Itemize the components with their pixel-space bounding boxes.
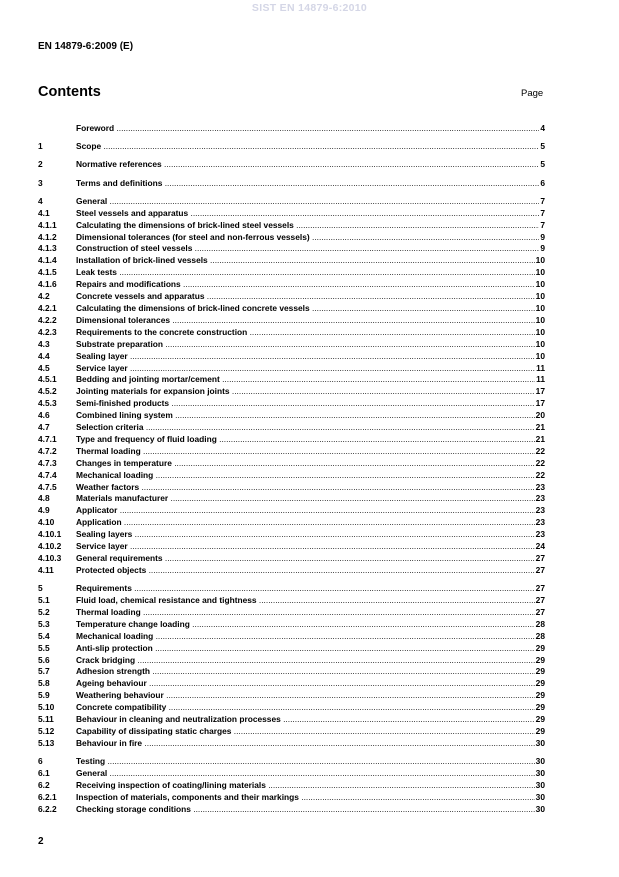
toc-entry-title: Calculating the dimensions of brick-lined concrete vessels ..... <box>76 303 535 313</box>
toc-entry-page: 10 <box>535 302 545 313</box>
toc-entry-page: 22 <box>535 457 545 468</box>
toc-entry-page: 4 <box>540 123 545 133</box>
toc-entry-title: Adhesion strength ..... <box>76 666 535 676</box>
toc-entry[interactable] <box>38 792 545 804</box>
toc-entry-title: Concrete vessels and apparatus ..... <box>76 291 535 301</box>
toc-entry-title: Repairs and modifications ..... <box>76 279 535 289</box>
toc-entry[interactable] <box>38 690 545 702</box>
toc-entry-title: Requirements ..... <box>76 583 535 593</box>
toc-entry-title: Calculating the dimensions of brick-lined steel vessels ..... <box>76 220 539 230</box>
toc-entry-page: 29 <box>535 678 545 689</box>
toc-entry-page: 23 <box>535 481 545 492</box>
toc-entry-page: 9 <box>540 231 545 242</box>
toc-entry-page: 23 <box>535 529 545 540</box>
toc-entry-number: 6.2.1 <box>38 791 57 802</box>
toc-entry[interactable] <box>38 493 545 505</box>
toc-entry-number: 2 <box>38 159 43 170</box>
watermark: SIST EN 14879-6:2010 <box>251 2 368 14</box>
toc-entry[interactable] <box>38 541 545 553</box>
toc-entry-page: 17 <box>535 398 545 409</box>
toc-entry-title: Thermal loading ..... <box>76 446 535 456</box>
toc-entry[interactable] <box>38 178 545 190</box>
toc-entry-title: General requirements ..... <box>76 553 535 563</box>
standard-id: EN 14879-6:2009 (E) <box>38 41 134 52</box>
toc-entry-page: 28 <box>535 618 545 629</box>
toc-entry-page: 9 <box>540 243 545 254</box>
toc-entry[interactable] <box>38 631 545 643</box>
toc-entry-title: Semi-finished products ..... <box>76 398 535 408</box>
toc-entry-number: 4.11 <box>38 564 54 575</box>
toc-entry-number: 5.2 <box>38 606 50 617</box>
toc-entry-page: 30 <box>535 756 545 767</box>
toc-entry[interactable] <box>38 279 545 291</box>
toc-entry-number: 4.6 <box>38 410 50 421</box>
toc-entry-number: 4.5.1 <box>38 374 57 385</box>
toc-entry-number: 5.13 <box>38 737 55 748</box>
toc-entry[interactable] <box>38 123 545 135</box>
toc-entry-number: 5.12 <box>38 725 55 736</box>
toc-entry-page: 29 <box>535 654 545 665</box>
toc-entry[interactable] <box>38 756 545 768</box>
toc-entry[interactable] <box>38 422 545 434</box>
toc-entry[interactable] <box>38 505 545 517</box>
toc-entry-number: 4.5.3 <box>38 398 57 409</box>
toc-entry-page: 29 <box>535 690 545 701</box>
toc-entry-number: 4.4 <box>38 350 50 361</box>
toc-entry-number: 4.1.3 <box>38 243 57 254</box>
toc-entry-number: 5.11 <box>38 714 54 725</box>
toc-entry-page: 29 <box>535 714 545 725</box>
toc-entry-number: 4.7.5 <box>38 481 57 492</box>
toc-entry[interactable] <box>38 655 545 667</box>
toc-entry-number: 3 <box>38 177 43 188</box>
toc-entry-title: Protected objects ..... <box>76 565 535 575</box>
toc-entry-page: 23 <box>535 517 545 528</box>
toc-entry[interactable] <box>38 315 545 327</box>
toc-entry-title: Testing ..... <box>76 756 535 766</box>
toc-entry-title: Sealing layers ..... <box>76 529 535 539</box>
toc-entry-number: 4.7 <box>38 422 50 433</box>
toc-entry-page: 20 <box>535 410 545 421</box>
toc-entry[interactable] <box>38 768 545 780</box>
toc-entry-title: Combined lining system ..... <box>76 410 535 420</box>
toc-entry-page: 5 <box>540 159 545 170</box>
toc-entry-number: 4.1.1 <box>38 219 57 230</box>
toc-entry[interactable] <box>38 583 545 595</box>
toc-entry-title: Thermal loading ..... <box>76 607 535 617</box>
toc-entry-title: Mechanical loading ..... <box>76 631 535 641</box>
toc-entry-title: General ..... <box>76 768 535 778</box>
toc-entry-title: Changes in temperature ..... <box>76 458 535 468</box>
toc-entry-title: Scope ..... <box>76 141 539 151</box>
toc-entry-title: Receiving inspection of coating/lining materials ..... <box>76 780 535 790</box>
toc-entry-number: 5 <box>38 583 43 594</box>
toc-entry-page: 27 <box>535 606 545 617</box>
toc-entry-page: 22 <box>535 469 545 480</box>
toc-entry[interactable] <box>38 678 545 690</box>
toc-entry[interactable] <box>38 517 545 529</box>
toc-entry[interactable] <box>38 363 545 375</box>
toc-entry-title: Terms and definitions ..... <box>76 178 539 188</box>
toc-entry-number: 5.9 <box>38 690 50 701</box>
toc-entry-title: Capability of dissipating static charges ..... <box>76 726 535 736</box>
toc-entry[interactable] <box>38 255 545 267</box>
toc-entry-page: 28 <box>535 630 545 641</box>
toc-entry-number: 4.7.3 <box>38 457 57 468</box>
toc-entry[interactable] <box>38 738 545 750</box>
toc-entry-page: 21 <box>535 433 545 444</box>
toc-entry-page: 11 <box>536 362 545 373</box>
toc-entry-title: Materials manufacturer ..... <box>76 493 535 503</box>
toc-entry-page: 27 <box>535 583 545 594</box>
toc-entry-number: 4.1 <box>38 207 50 218</box>
toc-entry-number: 5.4 <box>38 630 50 641</box>
toc-entry-page: 7 <box>540 207 545 218</box>
toc-entry-title: Behaviour in cleaning and neutralization processes ..... <box>76 714 535 724</box>
toc-entry-number: 4.1.6 <box>38 279 57 290</box>
toc-entry[interactable] <box>38 643 545 655</box>
toc-entry-number: 4.7.2 <box>38 445 57 456</box>
toc-entry-title: Sealing layer ..... <box>76 351 535 361</box>
toc-entry-title: Dimensional tolerances (for steel and non-ferrous vessels) ..... <box>76 232 539 242</box>
toc-entry-page: 24 <box>535 541 545 552</box>
toc-entry[interactable] <box>38 243 545 255</box>
toc-entry-number: 4.1.4 <box>38 255 57 266</box>
toc-entry[interactable] <box>38 398 545 410</box>
toc-entry-title: Concrete compatibility ..... <box>76 702 535 712</box>
toc-entry-page: 21 <box>535 422 545 433</box>
toc-entry-page: 30 <box>535 737 545 748</box>
toc-entry-page: 5 <box>540 141 545 152</box>
toc-entry-page: 11 <box>536 374 545 385</box>
toc-entry-number: 5.1 <box>38 595 50 606</box>
toc-entry-page: 10 <box>535 255 545 266</box>
toc-entry-page: 27 <box>535 553 545 563</box>
toc-entry[interactable] <box>38 291 545 303</box>
toc-entry[interactable] <box>38 159 545 171</box>
toc-entry-title: Service layer ..... <box>76 363 535 373</box>
toc-entry-title: Mechanical loading ..... <box>76 470 535 480</box>
toc-entry-title: Normative references ..... <box>76 159 539 169</box>
toc-entry-page: 10 <box>535 338 545 349</box>
toc-entry[interactable] <box>38 220 545 232</box>
toc-entry-page: 27 <box>535 564 545 575</box>
toc-entry-number: 6.1 <box>38 768 50 778</box>
toc-entry[interactable] <box>38 434 545 446</box>
toc-entry-title: Substrate preparation ..... <box>76 339 535 349</box>
toc-entry-page: 10 <box>535 267 545 278</box>
toc-entry-number: 4.10.3 <box>38 553 62 563</box>
toc-entry[interactable] <box>38 208 545 220</box>
toc-entry-title: Type and frequency of fluid loading ..... <box>76 434 535 444</box>
toc-entry-title: Construction of steel vessels ..... <box>76 243 539 253</box>
toc-entry[interactable] <box>38 374 545 386</box>
toc-entry-number: 5.8 <box>38 678 50 689</box>
toc-entry[interactable] <box>38 267 545 279</box>
toc-entry-page: 10 <box>535 291 545 302</box>
toc-entry[interactable] <box>38 804 545 816</box>
toc-entry-title: Applicator ..... <box>76 505 535 515</box>
toc-entry-page: 7 <box>540 195 545 206</box>
toc-entry-number: 4.7.4 <box>38 469 57 480</box>
toc-entry-title: Behaviour in fire ..... <box>76 738 535 748</box>
page-title: Contents <box>38 84 101 100</box>
toc-entry-number: 5.7 <box>38 666 50 677</box>
toc-entry[interactable] <box>38 666 545 678</box>
toc-entry-number: 5.3 <box>38 618 50 629</box>
toc-entry-title: Checking storage conditions ..... <box>76 804 535 814</box>
toc-entry-page: 29 <box>535 702 545 713</box>
toc-entry-page: 23 <box>535 505 545 516</box>
toc-entry-page: 10 <box>535 350 545 361</box>
toc-entry[interactable] <box>38 619 545 631</box>
toc-entry-page: 27 <box>535 595 545 606</box>
toc-entry-number: 1 <box>38 141 43 152</box>
toc-entry-number: 6.2.2 <box>38 803 57 814</box>
toc-entry[interactable] <box>38 303 545 315</box>
toc-entry-page: 6 <box>540 177 545 188</box>
toc-entry-title: Leak tests ..... <box>76 267 535 277</box>
toc-entry-number: 4.9 <box>38 505 50 516</box>
toc-entry[interactable] <box>38 780 545 792</box>
toc-entry[interactable] <box>38 470 545 482</box>
toc-entry-title: Requirements to the concrete construction ..... <box>76 327 535 337</box>
toc-entry[interactable] <box>38 232 545 244</box>
toc-entry-page: 7 <box>540 219 545 230</box>
toc-entry-title: Jointing materials for expansion joints ..... <box>76 386 535 396</box>
toc-entry-number: 4.2 <box>38 291 50 302</box>
toc-entry-page: 30 <box>535 803 545 814</box>
toc-entry-title: Temperature change loading ..... <box>76 619 535 629</box>
toc-entry[interactable] <box>38 351 545 363</box>
toc-entry-title: Foreword ..... <box>76 123 539 133</box>
toc-entry-title: Ageing behaviour ..... <box>76 678 535 688</box>
toc-entry-page: 22 <box>535 445 545 456</box>
toc-entry-number: 4.10 <box>38 517 55 528</box>
toc-entry-page: 29 <box>535 666 545 677</box>
toc-entry-number: 4.8 <box>38 493 50 504</box>
toc-entry[interactable] <box>38 607 545 619</box>
toc-entry-page: 30 <box>535 768 545 778</box>
toc-entry-number: 4.2.3 <box>38 326 57 337</box>
toc-entry-title: Anti-slip protection ..... <box>76 643 535 653</box>
toc-entry-title: Fluid load, chemical resistance and tightness ..... <box>76 595 535 605</box>
toc-entry[interactable] <box>38 482 545 494</box>
toc-entry[interactable] <box>38 386 545 398</box>
toc-entry-number: 4.5.2 <box>38 386 57 397</box>
toc-entry-page: 10 <box>535 326 545 337</box>
toc-entry-title: General ..... <box>76 196 539 206</box>
toc-entry-number: 6 <box>38 756 43 767</box>
toc-entry-number: 4.1.2 <box>38 231 57 242</box>
toc-entry[interactable] <box>38 595 545 607</box>
toc-entry-page: 30 <box>535 779 545 790</box>
toc-entry[interactable] <box>38 327 545 339</box>
toc-entry[interactable] <box>38 141 545 153</box>
toc-entry-number: 4 <box>38 195 43 206</box>
toc-entry[interactable] <box>38 339 545 351</box>
toc-entry-title: Steel vessels and apparatus ..... <box>76 208 539 218</box>
toc-entry-page: 10 <box>535 314 545 325</box>
toc-entry-title: Selection criteria ..... <box>76 422 535 432</box>
toc-entry-title: Installation of brick-lined vessels ..... <box>76 255 535 265</box>
toc-entry-title: Service layer ..... <box>76 541 535 551</box>
page-number: 2 <box>38 836 44 847</box>
toc-entry-title: Bedding and jointing mortar/cement ..... <box>76 374 535 384</box>
page-column-label: Page <box>521 88 544 99</box>
toc-entry-title: Crack bridging ..... <box>76 655 535 665</box>
toc-entry-page: 29 <box>535 725 545 736</box>
toc-entry-number: 5.10 <box>38 702 55 713</box>
toc-entry[interactable] <box>38 702 545 714</box>
toc-entry[interactable] <box>38 196 545 208</box>
toc-entry-number: 4.5 <box>38 362 50 373</box>
toc-entry-page: 10 <box>535 279 545 290</box>
toc-entry-number: 5.6 <box>38 654 50 665</box>
toc-entry-number: 4.2.2 <box>38 314 57 325</box>
toc-entry[interactable] <box>38 446 545 458</box>
toc-entry-page: 17 <box>535 386 545 397</box>
toc-entry-number: 4.2.1 <box>38 302 57 313</box>
toc-entry[interactable] <box>38 726 545 738</box>
toc-entry[interactable] <box>38 553 545 565</box>
toc-entry[interactable] <box>38 529 545 541</box>
toc-entry-number: 4.1.5 <box>38 267 57 278</box>
toc-entry[interactable] <box>38 565 545 577</box>
toc-entry[interactable] <box>38 458 545 470</box>
toc-entry-number: 6.2 <box>38 779 50 790</box>
toc-entry-title: Weather factors ..... <box>76 482 535 492</box>
toc-entry-title: Dimensional tolerances ..... <box>76 315 535 325</box>
toc-entry[interactable] <box>38 714 545 726</box>
toc-entry-page: 30 <box>535 791 545 802</box>
toc-entry-title: Application ..... <box>76 517 535 527</box>
toc-entry[interactable] <box>38 410 545 422</box>
toc-entry-number: 5.5 <box>38 642 50 653</box>
toc-entry-title: Weathering behaviour ..... <box>76 690 535 700</box>
toc-entry-number: 4.10.2 <box>38 541 62 552</box>
toc-entry-title: Inspection of materials, components and their markings ..... <box>76 792 535 802</box>
toc-entry-page: 29 <box>535 642 545 653</box>
table-of-contents <box>38 123 545 816</box>
toc-entry-number: 4.7.1 <box>38 433 57 444</box>
toc-entry-page: 23 <box>535 493 545 504</box>
toc-entry-number: 4.10.1 <box>38 529 62 540</box>
toc-entry-number: 4.3 <box>38 338 50 349</box>
